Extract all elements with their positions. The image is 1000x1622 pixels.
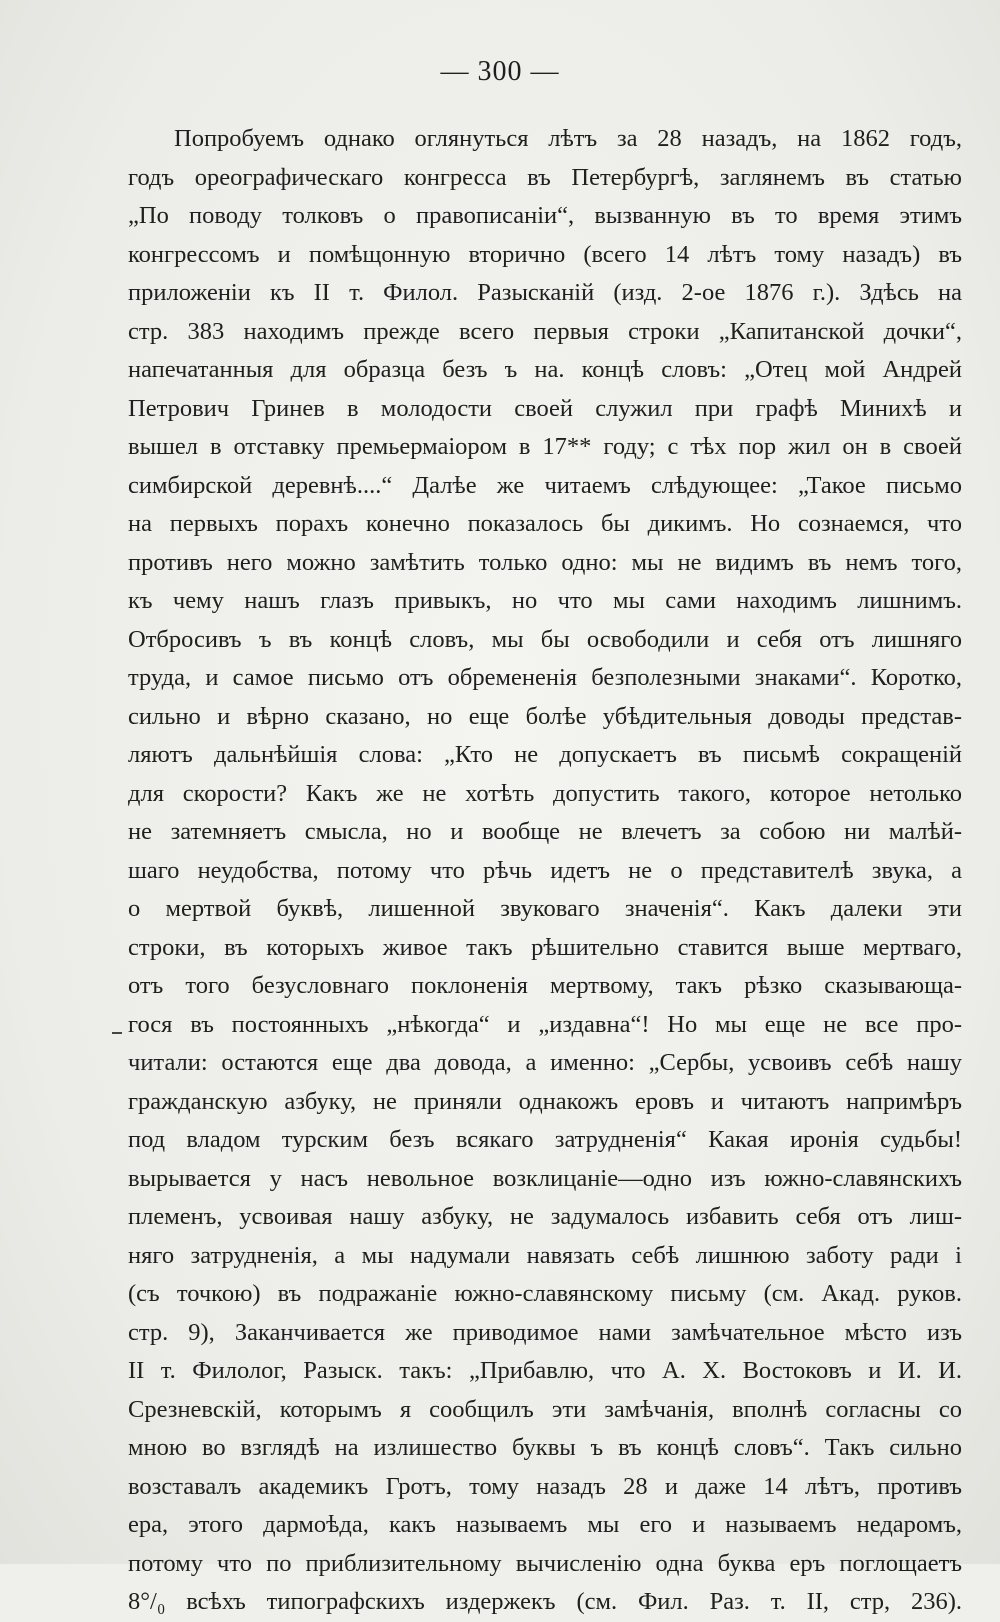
text-line: приложеніи къ II т. Филол. Разысканій (изд. 2-ое 1876 г.). Здѣсь на [128, 279, 962, 306]
text-line: противъ него можно замѣтить только одно: мы не видимъ въ немъ того, [128, 548, 962, 576]
text-line: симбирской деревнѣ....“ Далѣе же читаемъ слѣдующее: „Такое письмо [128, 471, 962, 499]
text-line: мною во взглядѣ на излишество буквы ъ въ концѣ словъ“. Такъ сильно [128, 1434, 962, 1461]
text-line: отъ того безусловнаго поклоненія мертвому, такъ рѣзко сказывающа- [128, 972, 962, 999]
text-line: шаго неудобства, потому что рѣчь идетъ не о представителѣ звука, а [128, 856, 962, 884]
text-line: гося въ постоянныхъ „нѣкогда“ и „издавна“! Но мы еще не все про- [128, 1010, 962, 1038]
text-line: къ чему нашъ глазъ привыкъ, но что мы сами находимъ лишнимъ. [128, 587, 962, 614]
text-line: Срезневскій, которымъ я сообщилъ эти замѣчанія, вполнѣ согласны со [128, 1395, 962, 1423]
text-line: возставалъ академикъ Гротъ, тому назадъ 28 и даже 14 лѣтъ, противъ [128, 1472, 962, 1500]
text-line: стр. 383 находимъ прежде всего первыя строки „Капитанской дочки“, [128, 317, 962, 345]
text-line: II т. Филолог, Разыск. такъ: „Прибавлю, что А. Х. Востоковъ и И. И. [128, 1357, 962, 1384]
text-line: вышел в отставку премьермаіором в 17** году; с тѣх пор жил он в своей [128, 433, 962, 460]
text-line: 8°/₀ всѣхъ типографскихъ издержекъ (см. Фил. Раз. т. II, стр, 236). [128, 1588, 962, 1615]
text-line: Петрович Гринев в молодости своей служил при графѣ Минихѣ и [128, 394, 962, 422]
text-line: читали: остаются еще два довода, а именно: „Сербы, усвоивъ себѣ нашу [128, 1049, 962, 1076]
text-line: напечатанныя для образца безъ ъ на. концѣ словъ: „Отец мой Андрей [128, 356, 962, 383]
text-line: „По поводу толковъ о правописаніи“, вызванную въ то время этимъ [128, 202, 962, 229]
text-line: стр. 9), Заканчивается же приводимое нами замѣчательное мѣсто изъ [128, 1318, 962, 1346]
text-line: годъ ореографическаго конгресса въ Петербургѣ, заглянемъ въ статью [128, 163, 962, 191]
text-line: ера, этого дармоѣда, какъ называемъ мы его и называемъ недаромъ, [128, 1511, 962, 1538]
text-line: для скорости? Какъ же не хотѣть допустить такого, которое нетолько [128, 779, 962, 807]
text-line: сильно и вѣрно сказано, но еще болѣе убѣдительныя доводы представ- [128, 702, 962, 730]
text-line: ляютъ дальнѣйшія слова: „Кто не допускаетъ въ письмѣ сокращеній [128, 741, 962, 768]
text-line: на первыхъ порахъ конечно показалось бы дикимъ. Но сознаемся, что [128, 510, 962, 537]
text-line: Попробуемъ однако оглянуться лѣтъ за 28 назадъ, на 1862 годъ, [174, 125, 962, 152]
text-line: под владом турским безъ всякаго затрудненія“ Какая иронія судьбы! [128, 1126, 962, 1153]
text-line: гражданскую азбуку, не приняли однакожъ еровъ и читаютъ напримѣръ [128, 1087, 962, 1115]
page-number: — 300 — [440, 56, 560, 87]
text-line: труда, и самое письмо отъ обремененія безполезными знаками“. Коротко, [128, 664, 962, 691]
text-line: потому что по приблизительному вычисленію одна буква еръ поглощаетъ [128, 1549, 962, 1577]
text-line: вырывается у насъ невольное возклицаніе—одно изъ южно-славянскихъ [128, 1164, 962, 1192]
body-text [128, 120, 962, 1622]
text-line: племенъ, усвоивая нашу азбуку, не задумалось избавить себя отъ лиш- [128, 1203, 962, 1230]
text-line: строки, въ которыхъ живое такъ рѣшительно ставится выше мертваго, [128, 933, 962, 961]
text-line: конгрессомъ и помѣщонную вторично (всего 14 лѣтъ тому назадъ) въ [128, 240, 962, 268]
text-line: Отбросивъ ъ въ концѣ словъ, мы бы освободили и себя отъ лишняго [128, 625, 962, 653]
text-line: не затемняетъ смысла, но и вообще не влечетъ за собою ни малѣй- [128, 818, 962, 845]
margin-mark [112, 1032, 122, 1034]
text-line: о мертвой буквѣ, лишенной звуковаго значенія“. Какъ далеки эти [128, 895, 962, 922]
text-line: (съ точкою) въ подражаніе южно-славянскому письму (см. Акад. руков. [128, 1280, 962, 1307]
text-line: няго затрудненія, а мы надумали навязать себѣ лишнюю заботу ради і [128, 1241, 962, 1269]
